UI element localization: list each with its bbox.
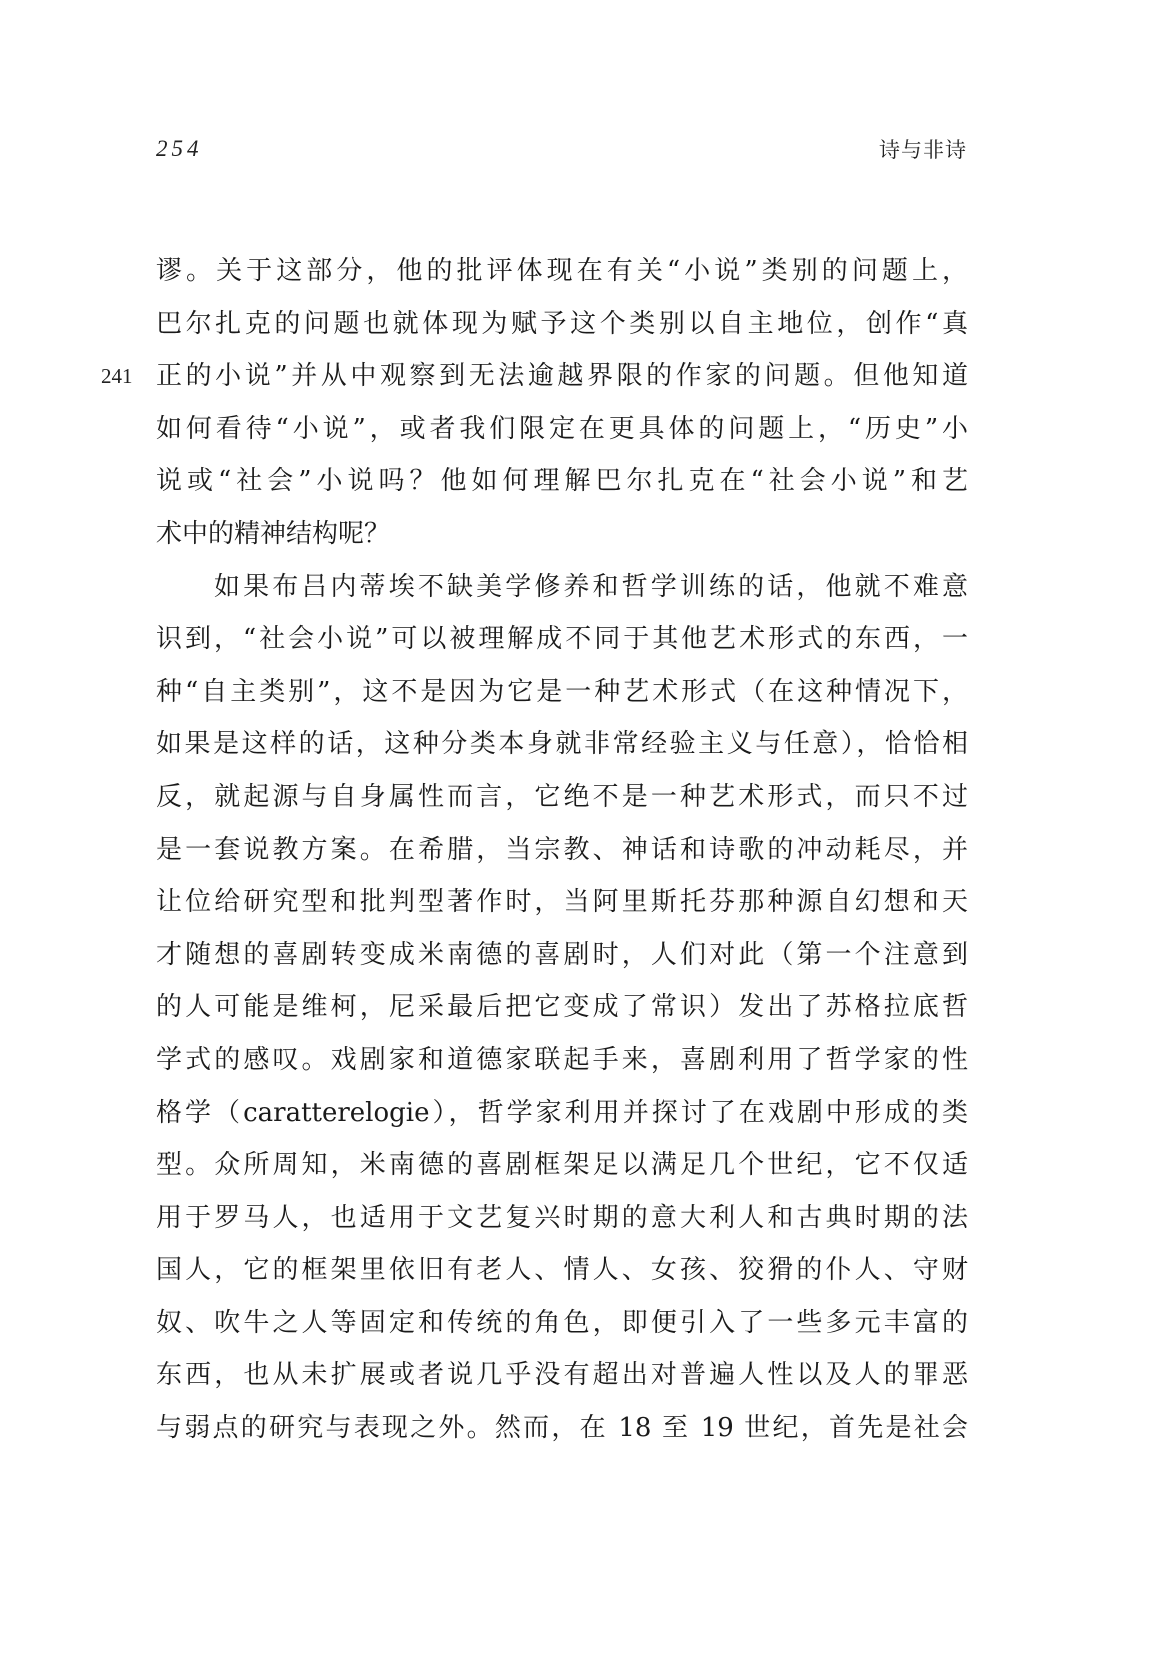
text-line: 谬。关于这部分，他的批评体现在有关“小说”类别的问题上， (156, 256, 968, 286)
margin-page-reference: 241 (101, 364, 133, 389)
text-line: 识到，“社会小说”可以被理解成不同于其他艺术形式的东西，一 (156, 624, 968, 655)
text-line: 如何看待“小说”，或者我们限定在更具体的问题上，“历史”小 (156, 413, 968, 444)
body-text (101, 245, 968, 1455)
text-line: 东西，也从未扩展或者说几乎没有超出对普遍人性以及人的罪恶 (156, 1360, 968, 1391)
text-line: 让位给研究型和批判型著作时，当阿里斯托芬那种源自幻想和天 (156, 887, 968, 918)
text-line: 国人，它的框架里依旧有老人、情人、女孩、狡猾的仆人、守财 (156, 1255, 968, 1286)
text-line: 如果是这样的话，这种分类本身就非常经验主义与任意），恰恰相 (156, 729, 968, 760)
page-number: 254 (156, 136, 203, 161)
text-line-with-margin-note (101, 350, 968, 403)
text-line: 用于罗马人，也适用于文艺复兴时期的意大利人和古典时期的法 (156, 1202, 968, 1233)
text-line: 如果布吕内蒂埃不缺美学修养和哲学训练的话，他就不难意 (214, 571, 968, 602)
text-line: 是一套说教方案。在希腊，当宗教、神话和诗歌的冲动耗尽，并 (156, 834, 968, 865)
text-line: 术中的精神结构呢？ (156, 518, 391, 549)
text-line: 格学（caratterelogie），哲学家利用并探讨了在戏剧中形成的类 (156, 1097, 968, 1128)
text-line: 的人可能是维柯，尼采最后把它变成了常识）发出了苏格拉底哲 (156, 992, 968, 1023)
text-line: 型。众所周知，米南德的喜剧框架足以满足几个世纪，它不仅适 (156, 1150, 968, 1181)
text-line: 学式的感叹。戏剧家和道德家联起手来，喜剧利用了哲学家的性 (156, 1044, 968, 1075)
text-line: 反，就起源与自身属性而言，它绝不是一种艺术形式，而只不过 (156, 781, 968, 812)
text-line-content: 正的小说”并从中观察到无法逾越界限的作家的问题。但他知道 (156, 361, 968, 392)
text-line: 与弱点的研究与表现之外。然而，在 18 至 19 世纪，首先是社会 (156, 1413, 968, 1444)
text-line: 说或“社会”小说吗？他如何理解巴尔扎克在“社会小说”和艺 (156, 466, 968, 497)
text-line: 巴尔扎克的问题也就体现为赋予这个类别以自主地位，创作“真 (156, 308, 968, 339)
running-title: 诗与非诗 (879, 138, 967, 162)
text-line: 才随想的喜剧转变成米南德的喜剧时，人们对此（第一个注意到 (156, 939, 968, 970)
text-line: 种“自主类别”，这不是因为它是一种艺术形式（在这种情况下， (156, 676, 968, 707)
text-line: 奴、吹牛之人等固定和传统的角色，即便引入了一些多元丰富的 (156, 1307, 968, 1338)
